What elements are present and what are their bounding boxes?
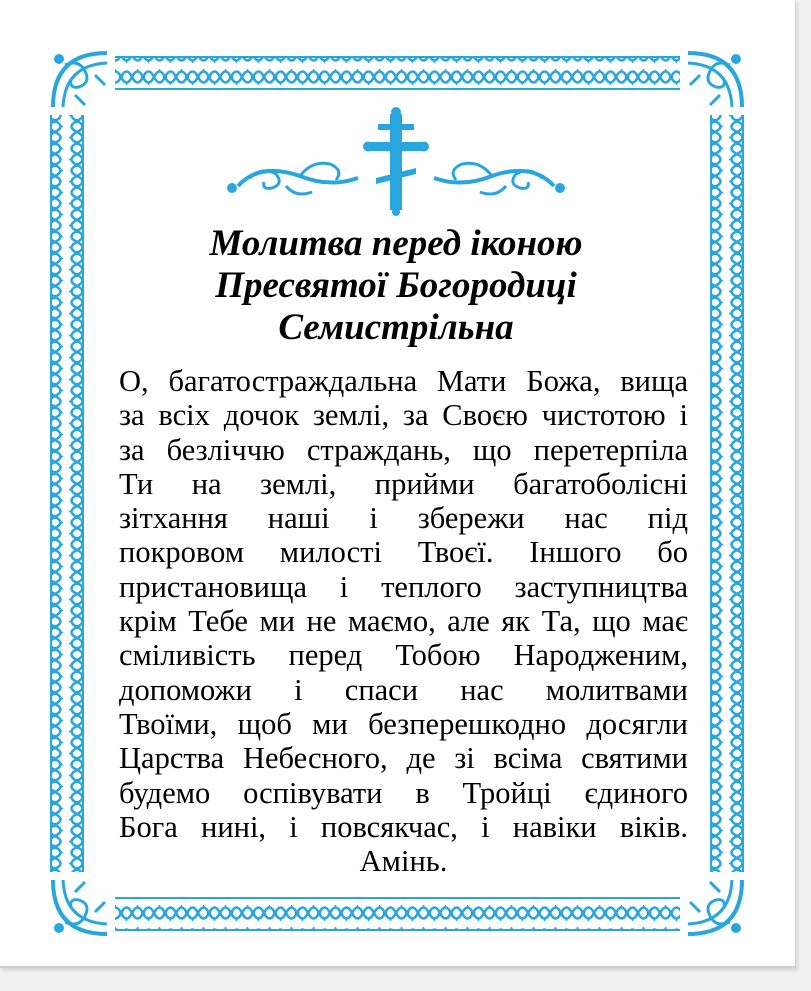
title-line: Молитва перед іконою — [209, 223, 583, 264]
frame-band-left — [51, 110, 83, 880]
amen-line: Амінь. — [359, 844, 448, 879]
title-line: Семистрільна — [278, 307, 514, 348]
corner-flourish-icon — [680, 45, 750, 115]
frame-band-right — [711, 110, 743, 880]
prayer-line: Ти на землі, прийми багатоболісні — [119, 466, 688, 501]
prayer-line: будемо оспівувати в Тройці єдиного — [119, 775, 688, 810]
corner-flourish-icon — [45, 45, 115, 115]
prayer-line: пристановища і теплого заступництва — [119, 569, 688, 604]
frame-band-top — [100, 57, 695, 89]
prayer-line: покровом милості Твоєї. Іншого бо — [119, 535, 688, 570]
prayer-line: за безліччю страждань, що перетерпіла — [119, 432, 688, 467]
prayer-line: Царства Небесного, де зі всіма святими — [119, 741, 688, 776]
prayer-line: допоможи і спаси нас молитвами — [119, 672, 688, 707]
corner-flourish-icon — [45, 872, 115, 942]
prayer-line: Твоїми, щоб ми безперешкодно досягли — [119, 706, 688, 741]
scroll-flourish-icon — [434, 163, 565, 194]
orthodox-cross-icon — [363, 107, 429, 216]
corner-flourish-icon — [680, 872, 750, 942]
prayer-line: О, багатостраждальна Мати Божа, вища — [119, 364, 688, 398]
prayer-line: за всіх дочок землі, за Своєю чистотою і — [119, 398, 688, 433]
prayer-line: крім Тебе ми не маємо, але як Та, що має — [119, 604, 688, 639]
page-title — [80, 223, 712, 349]
prayer-text — [119, 364, 688, 878]
title-line: Пресвятої Богородиці — [215, 265, 577, 306]
prayer-line: Бога нині, і повсякчас, і навіки віків. — [119, 809, 688, 844]
scroll-flourish-icon — [227, 163, 358, 194]
frame-band-bottom — [100, 898, 695, 930]
prayer-line: зітхання наші і збережи нас під — [119, 501, 688, 536]
prayer-line: сміливість перед Тобою Народженим, — [119, 638, 688, 673]
